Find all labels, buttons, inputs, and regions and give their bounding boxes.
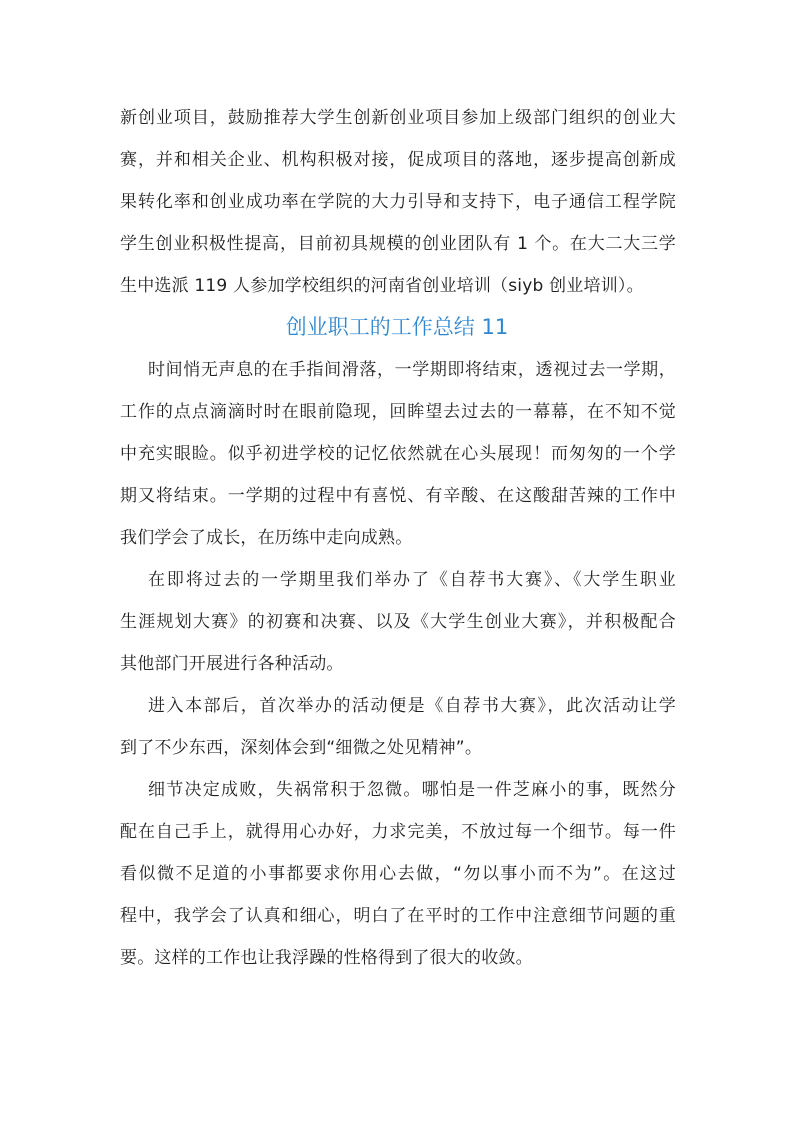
section-heading: 创业职工的工作总结 11 xyxy=(285,315,509,339)
paragraph-3-line: 生涯规划大赛》的初赛和决赛、以及《大学生创业大赛》，并积极配合 xyxy=(120,612,676,632)
paragraph-5-line: 程中，我学会了认真和细心，明白了在平时的工作中注意细节问题的重 xyxy=(120,906,676,926)
paragraph-1-line: 生中选派 119 人参加学校组织的河南省创业培训（siyb 创业培训）。 xyxy=(120,276,644,296)
paragraph-4-line: 到了不少东西，深刻体会到“细微之处见精神”。 xyxy=(120,738,483,758)
paragraph-1-line: 果转化率和创业成功率在学院的大力引导和支持下，电子通信工程学院 xyxy=(120,192,676,212)
paragraph-3-line: 在即将过去的一学期里我们举办了《自荐书大赛》、《大学生职业 xyxy=(148,570,676,590)
paragraph-2-line: 我们学会了成长，在历练中走向成熟。 xyxy=(120,528,413,548)
paragraph-5-line: 细节决定成败，失祸常积于忽微。哪怕是一件芝麻小的事，既然分 xyxy=(148,780,676,800)
paragraph-2-line: 期又将结束。一学期的过程中有喜悦、有辛酸、在这酸甜苦辣的工作中 xyxy=(120,486,676,506)
paragraph-2-line: 时间悄无声息的在手指间滑落，一学期即将结束，透视过去一学期， xyxy=(148,360,676,380)
paragraph-5-line: 要。这样的工作也让我浮躁的性格得到了很大的收敛。 xyxy=(120,948,533,968)
paragraph-2-line: 中充实眼睑。似乎初进学校的记忆依然就在心头展现！而匆匆的一个学 xyxy=(120,444,676,464)
paragraph-5-line: 配在自己手上，就得用心办好，力求完美，不放过每一个细节。每一件 xyxy=(120,822,676,842)
paragraph-3-line: 其他部门开展进行各种活动。 xyxy=(120,654,344,674)
paragraph-1-line: 学生创业积极性提高，目前初具规模的创业团队有 1 个。在大二大三学 xyxy=(120,234,676,254)
paragraph-1-line: 赛，并和相关企业、机构积极对接，促成项目的落地，逐步提高创新成 xyxy=(120,150,676,170)
paragraph-2-line: 工作的点点滴滴时时在眼前隐现，回眸望去过去的一幕幕，在不知不觉 xyxy=(120,402,676,422)
paragraph-4-line: 进入本部后，首次举办的活动便是《自荐书大赛》，此次活动让学 xyxy=(148,696,676,716)
paragraph-5-line: 看似微不足道的小事都要求你用心去做，“勿以事小而不为”。在这过 xyxy=(120,864,676,884)
paragraph-1-line: 新创业项目，鼓励推荐大学生创新创业项目参加上级部门组织的创业大 xyxy=(120,108,676,128)
